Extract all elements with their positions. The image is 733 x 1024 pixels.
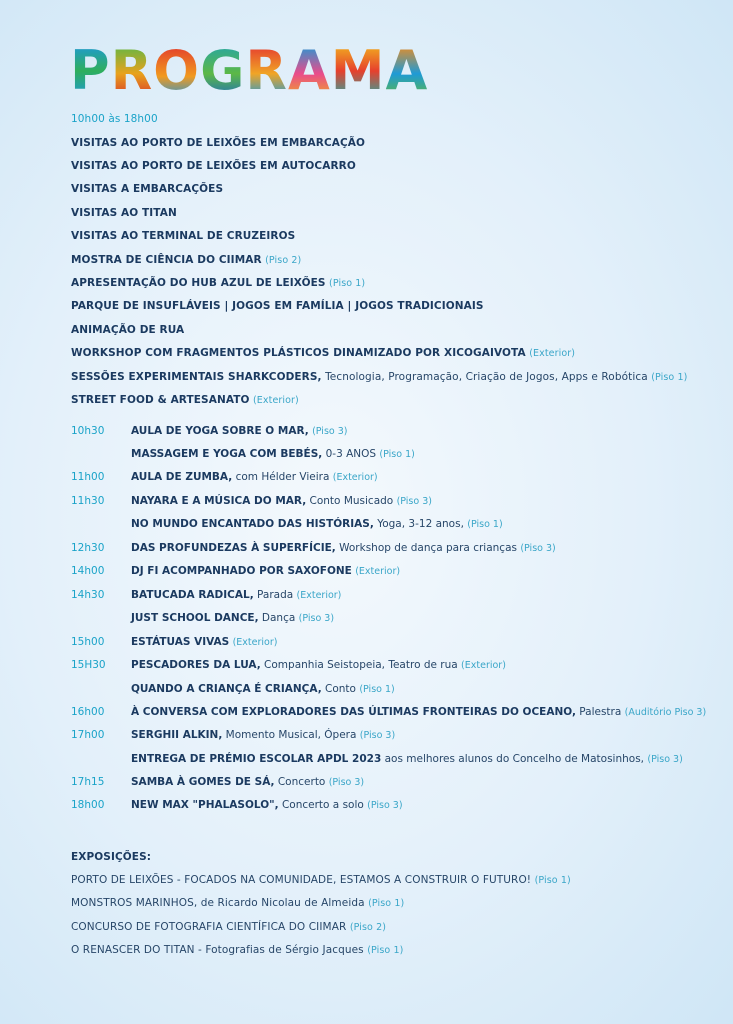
exhibition-item — [71, 873, 571, 888]
schedule-event — [131, 682, 395, 697]
item-title: VISITAS AO PORTO DE LEIXÕES EM EMBARCAÇÃO — [71, 137, 366, 149]
event-location: (Auditório Piso 3) — [624, 707, 707, 718]
event-detail: Conto — [321, 683, 356, 695]
schedule-event — [131, 541, 556, 556]
title-letter: O — [153, 39, 200, 102]
schedule-event — [131, 798, 403, 813]
item-title: WORKSHOP COM FRAGMENTOS PLÁSTICOS DINAMIZADO POR XICOGAIVOTA — [71, 347, 526, 359]
item-title: STREET FOOD & ARTESANATO — [71, 394, 250, 406]
event-detail: Dança — [258, 612, 296, 624]
event-detail: 0-3 ANOS — [322, 448, 377, 460]
event-location: (Piso 3) — [359, 730, 396, 741]
page-title — [70, 39, 428, 102]
event-location: (Piso 3) — [396, 496, 432, 507]
schedule-event — [131, 494, 432, 509]
item-location: (Piso 1) — [651, 372, 688, 383]
event-title: À CONVERSA COM EXPLORADORES DAS ÚLTIMAS FRONTEIRAS DO OCEANO, — [131, 706, 576, 718]
event-title: PESCADORES DA LUA, — [131, 659, 261, 671]
item-detail: Tecnologia, Programação, Criação de Jogos, Apps e Robótica — [321, 371, 648, 383]
item-title: ANIMAÇÃO DE RUA — [71, 324, 185, 336]
event-location: (Piso 3) — [298, 613, 335, 624]
schedule-time: 11h30 — [71, 495, 105, 507]
event-title: AULA DE YOGA SOBRE O MAR, — [131, 425, 309, 437]
event-location: (Piso 3) — [367, 800, 403, 811]
event-detail: com Hélder Vieira — [232, 471, 330, 483]
list-item — [71, 393, 299, 408]
list-item — [71, 253, 301, 268]
list-item — [71, 276, 365, 291]
schedule-event — [131, 775, 364, 790]
event-detail: aos melhores alunos do Concelho de Matosinhos, — [381, 753, 645, 765]
schedule-time: 16h00 — [71, 706, 105, 718]
schedule-row — [71, 682, 671, 696]
schedule-time: 14h30 — [71, 589, 105, 601]
title-letter: M — [330, 39, 385, 102]
schedule-time: 17h15 — [71, 776, 105, 788]
schedule-event — [131, 447, 415, 462]
schedule-event — [131, 635, 277, 650]
schedule-row — [71, 494, 671, 508]
schedule-event — [131, 470, 378, 485]
schedule-row — [71, 564, 671, 578]
time-range: 10h00 às 18h00 — [71, 113, 158, 125]
schedule-time: 14h00 — [71, 565, 105, 577]
event-location: (Exterior) — [232, 637, 278, 648]
schedule-time: 12h30 — [71, 542, 105, 554]
item-location: (Exterior) — [529, 348, 576, 359]
event-location: (Piso 3) — [647, 754, 683, 765]
item-location: (Exterior) — [252, 395, 299, 406]
event-location: (Piso 3) — [328, 777, 365, 788]
exhibition-location: (Piso 1) — [534, 875, 571, 886]
event-title: BATUCADA RADICAL, — [131, 589, 254, 601]
title-letter: G — [200, 39, 245, 102]
event-detail: Parada — [253, 589, 294, 601]
schedule-row — [71, 775, 671, 789]
exhibition-location: (Piso 1) — [368, 898, 405, 909]
exhibition-item — [71, 943, 403, 958]
list-item — [71, 182, 223, 196]
title-letter: A — [288, 39, 330, 102]
schedule-event — [131, 564, 400, 579]
schedule-event — [131, 728, 395, 743]
exhibition-item — [71, 896, 404, 911]
event-title: SAMBA À GOMES DE SÁ, — [131, 776, 275, 788]
exhibitions-heading: EXPOSIÇÕES: — [71, 851, 152, 863]
item-title: VISITAS AO PORTO DE LEIXÕES EM AUTOCARRO — [71, 160, 356, 172]
event-title: SERGHII ALKIN, — [131, 729, 223, 741]
title-letter: P — [70, 39, 110, 102]
item-title: VISITAS A EMBARCAÇÕES — [71, 183, 224, 195]
item-title: MOSTRA DE CIÊNCIA DO CIIMAR — [71, 254, 262, 266]
event-title: NO MUNDO ENCANTADO DAS HISTÓRIAS, — [131, 518, 374, 530]
schedule-row — [71, 517, 671, 531]
item-title: VISITAS AO TITAN — [71, 207, 177, 219]
exhibition-location: (Piso 2) — [349, 922, 387, 933]
schedule-time: 18h00 — [71, 799, 105, 811]
schedule-time: 17h00 — [71, 729, 105, 741]
event-title: QUANDO A CRIANÇA É CRIANÇA, — [131, 683, 322, 695]
list-item — [71, 229, 295, 243]
list-item — [71, 159, 356, 173]
event-location: (Piso 1) — [359, 684, 395, 695]
event-detail: Concerto — [274, 776, 326, 788]
schedule-time: 11h00 — [71, 471, 105, 483]
schedule-time: 15H30 — [71, 659, 106, 671]
event-detail: Workshop de dança para crianças — [335, 542, 517, 554]
event-title: AULA DE ZUMBA, — [131, 471, 233, 483]
event-detail: Palestra — [575, 706, 622, 718]
schedule-event — [131, 517, 503, 532]
exhibition-item — [71, 920, 386, 935]
event-detail: Conto Musicado — [306, 495, 394, 507]
event-location: (Exterior) — [461, 660, 506, 671]
title-letter: R — [110, 39, 153, 102]
event-title: ESTÁTUAS VIVAS — [131, 636, 230, 648]
exhibition-title: O RENASCER DO TITAN - Fotografias de Sérgio Jacques — [71, 944, 364, 956]
schedule-event — [131, 588, 341, 603]
schedule-event — [131, 752, 683, 767]
list-item — [71, 299, 484, 313]
item-title: APRESENTAÇÃO DO HUB AZUL DE LEIXÕES — [71, 277, 326, 289]
schedule-row — [71, 470, 671, 484]
event-location: (Piso 3) — [312, 426, 348, 437]
schedule-row — [71, 588, 671, 602]
schedule-time: 15h00 — [71, 636, 105, 648]
list-item — [71, 346, 575, 361]
exhibition-title: MONSTROS MARINHOS, de Ricardo Nicolau de Almeida — [71, 897, 365, 909]
item-location: (Piso 1) — [329, 278, 366, 289]
schedule-row — [71, 728, 671, 742]
schedule-event — [131, 424, 347, 439]
event-title: DJ FI ACOMPANHADO POR SAXOFONE — [131, 565, 352, 577]
event-location: (Piso 3) — [520, 543, 556, 554]
event-title: DAS PROFUNDEZAS À SUPERFÍCIE, — [131, 542, 336, 554]
list-item — [71, 136, 365, 150]
title-letter: A — [385, 39, 428, 102]
exhibition-title: CONCURSO DE FOTOGRAFIA CIENTÍFICA DO CIIMAR — [71, 921, 347, 933]
item-title: VISITAS AO TERMINAL DE CRUZEIROS — [71, 230, 296, 242]
schedule-event — [131, 705, 706, 720]
schedule-row — [71, 635, 671, 649]
event-location: (Exterior) — [296, 590, 342, 601]
event-detail: Momento Musical, Ópera — [222, 729, 357, 741]
list-item — [71, 206, 177, 220]
schedule-row — [71, 705, 707, 719]
schedule-row — [71, 798, 671, 812]
event-detail: Yoga, 3-12 anos, — [373, 518, 464, 530]
event-title: MASSAGEM E YOGA COM BEBÉS, — [131, 448, 323, 460]
exhibition-title: PORTO DE LEIXÕES - FOCADOS NA COMUNIDADE, ESTAMOS A CONSTRUIR O FUTURO! — [71, 874, 532, 886]
schedule-row — [71, 447, 671, 461]
item-title: SESSÕES EXPERIMENTAIS SHARKCODERS, — [71, 371, 322, 383]
event-location: (Exterior) — [355, 566, 401, 577]
schedule-row — [71, 611, 671, 625]
schedule-row — [71, 424, 671, 438]
event-title: NEW MAX "PHALASOLO", — [131, 799, 279, 811]
schedule-event — [131, 658, 506, 673]
list-item — [71, 323, 184, 337]
event-title: ENTREGA DE PRÉMIO ESCOLAR APDL 2023 — [131, 753, 382, 765]
event-detail: Companhia Seistopeia, Teatro de rua — [260, 659, 458, 671]
event-location: (Piso 1) — [379, 449, 415, 460]
item-location: (Piso 2) — [265, 255, 302, 266]
list-item — [71, 370, 687, 385]
event-location: (Exterior) — [332, 472, 378, 483]
schedule-row — [71, 541, 671, 555]
title-letter: R — [245, 39, 287, 102]
event-title: NAYARA E A MÚSICA DO MAR, — [131, 495, 307, 507]
item-title: PARQUE DE INSUFLÁVEIS | JOGOS EM FAMÍLIA | JOGOS TRADICIONAIS — [71, 300, 484, 312]
exhibition-location: (Piso 1) — [367, 945, 404, 956]
schedule-event — [131, 611, 334, 626]
event-location: (Piso 1) — [467, 519, 503, 530]
schedule-row — [71, 658, 671, 672]
schedule-time: 10h30 — [71, 425, 105, 437]
event-detail: Concerto a solo — [278, 799, 364, 811]
schedule-row — [71, 752, 683, 766]
event-title: JUST SCHOOL DANCE, — [131, 612, 259, 624]
